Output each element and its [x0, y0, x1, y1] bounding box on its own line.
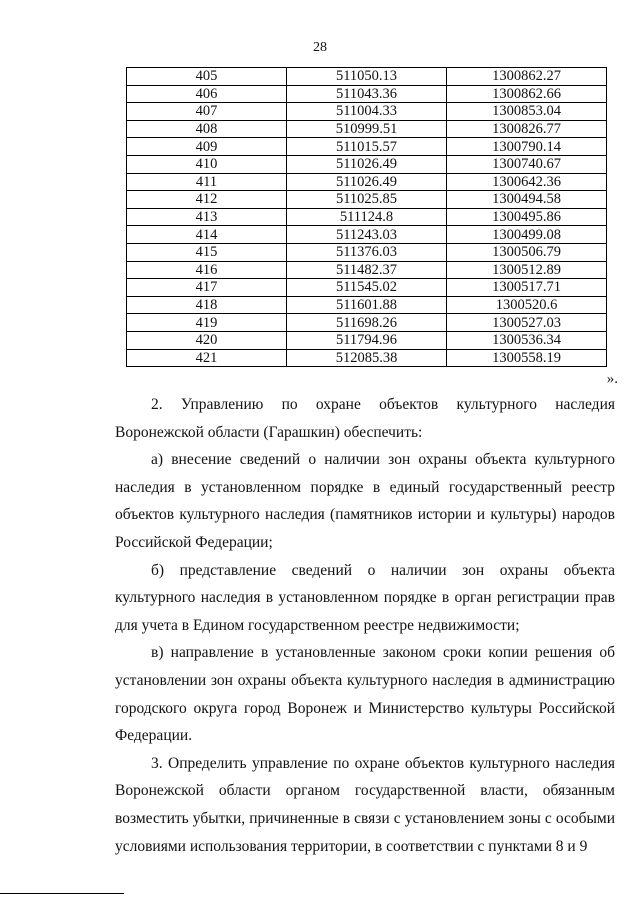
page-number: 28: [313, 40, 327, 55]
coordinates-table: [126, 67, 607, 367]
y-coordinate-cell: 1300853.04: [447, 103, 607, 121]
point-number-cell: 415: [127, 243, 287, 261]
table-row: [127, 331, 607, 349]
point-number-cell: 421: [127, 349, 287, 367]
y-coordinate-cell: 1300527.03: [447, 314, 607, 332]
x-coordinate-cell: 511026.49: [287, 155, 447, 173]
y-coordinate-cell: 1300512.89: [447, 261, 607, 279]
y-coordinate-cell: 1300520.6: [447, 296, 607, 314]
x-coordinate-cell: 510999.51: [287, 120, 447, 138]
y-coordinate-cell: 1300494.58: [447, 191, 607, 209]
table-row: [127, 173, 607, 191]
x-coordinate-cell: 511794.96: [287, 331, 447, 349]
x-coordinate-cell: 511004.33: [287, 103, 447, 121]
point-number-cell: 407: [127, 103, 287, 121]
table-row: [127, 279, 607, 297]
table-row: [127, 226, 607, 244]
x-coordinate-cell: 511376.03: [287, 243, 447, 261]
table-row: [127, 349, 607, 367]
point-number-cell: 408: [127, 120, 287, 138]
table-row: [127, 296, 607, 314]
point-number-cell: 420: [127, 331, 287, 349]
table-row: [127, 191, 607, 209]
y-coordinate-cell: 1300740.67: [447, 155, 607, 173]
paragraph-2b: б) представление сведений о наличии зон охраны объекта культурного наследия в установленном порядке в орган регистрации прав для учета в Едином государственном реестре недвижимости;: [115, 561, 615, 634]
y-coordinate-cell: 1300506.79: [447, 243, 607, 261]
table-row: [127, 68, 607, 86]
paragraph-2: 2. Управлению по охране объектов культурного наследия Воронежской области (Гарашкин) обеспечить:: [115, 396, 615, 441]
point-number-cell: 419: [127, 314, 287, 332]
point-number-cell: 409: [127, 138, 287, 156]
document-body: [115, 391, 615, 860]
table-row: [127, 103, 607, 121]
point-number-cell: 411: [127, 173, 287, 191]
y-coordinate-cell: 1300862.66: [447, 85, 607, 103]
table-row: [127, 85, 607, 103]
y-coordinate-cell: 1300790.14: [447, 138, 607, 156]
y-coordinate-cell: 1300558.19: [447, 349, 607, 367]
x-coordinate-cell: 511124.8: [287, 208, 447, 226]
paragraph-3: 3. Определить управление по охране объектов культурного наследия Воронежской области органом государственной власти, обязанным возместить убытки, причиненные в связи с установлением зоны с особыми условиями использования территории, в соответствии с пунктами 8 и 9: [115, 754, 615, 855]
table-row: [127, 243, 607, 261]
y-coordinate-cell: 1300536.34: [447, 331, 607, 349]
footer-divider: [0, 893, 124, 894]
table-row: [127, 261, 607, 279]
point-number-cell: 413: [127, 208, 287, 226]
point-number-cell: 406: [127, 85, 287, 103]
table-row: [127, 138, 607, 156]
x-coordinate-cell: 511601.88: [287, 296, 447, 314]
closing-quote: ».: [606, 371, 618, 387]
y-coordinate-cell: 1300642.36: [447, 173, 607, 191]
point-number-cell: 405: [127, 68, 287, 86]
table-row: [127, 155, 607, 173]
table-row: [127, 314, 607, 332]
x-coordinate-cell: 511482.37: [287, 261, 447, 279]
paragraph-2a: а) внесение сведений о наличии зон охраны объекта культурного наследия в установленном порядке в единый государственный реестр объектов культурного наследия (памятников истории и культуры) народов Российской Федерации;: [115, 451, 615, 551]
paragraph-2c: в) направление в установленные законом сроки копии решения об установлении зон охраны объекта культурного наследия в администрацию городского округа город Воронеж и Министерство культуры Российской Федерации.: [115, 644, 615, 745]
x-coordinate-cell: 511043.36: [287, 85, 447, 103]
x-coordinate-cell: 511698.26: [287, 314, 447, 332]
table-row: [127, 208, 607, 226]
x-coordinate-cell: 511026.49: [287, 173, 447, 191]
point-number-cell: 416: [127, 261, 287, 279]
x-coordinate-cell: 511025.85: [287, 191, 447, 209]
x-coordinate-cell: 511050.13: [287, 68, 447, 86]
y-coordinate-cell: 1300862.27: [447, 68, 607, 86]
x-coordinate-cell: 511243.03: [287, 226, 447, 244]
point-number-cell: 418: [127, 296, 287, 314]
point-number-cell: 414: [127, 226, 287, 244]
y-coordinate-cell: 1300495.86: [447, 208, 607, 226]
x-coordinate-cell: 511015.57: [287, 138, 447, 156]
y-coordinate-cell: 1300826.77: [447, 120, 607, 138]
x-coordinate-cell: 511545.02: [287, 279, 447, 297]
x-coordinate-cell: 512085.38: [287, 349, 447, 367]
y-coordinate-cell: 1300517.71: [447, 279, 607, 297]
table-row: [127, 120, 607, 138]
point-number-cell: 412: [127, 191, 287, 209]
point-number-cell: 410: [127, 155, 287, 173]
point-number-cell: 417: [127, 279, 287, 297]
y-coordinate-cell: 1300499.08: [447, 226, 607, 244]
